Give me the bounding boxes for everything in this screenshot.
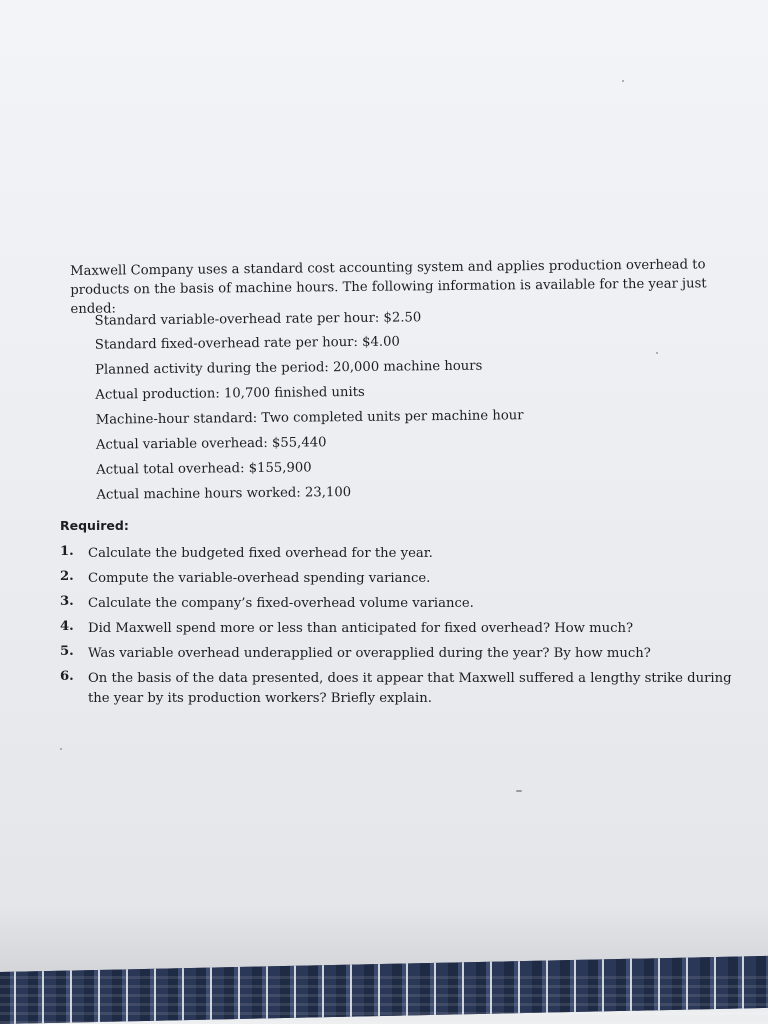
item-text: Calculate the budgeted fixed overhead for the year. — [88, 546, 433, 561]
paper-speck — [516, 790, 522, 792]
given-item: Actual variable overhead: $55,440 — [95, 435, 327, 453]
problem-intro: Maxwell Company uses a standard cost accounting system and applies production overhead to products on the basis of machine hours. The following information is available for the year just ended: — [70, 257, 707, 317]
given-item: Planned activity during the period: 20,000 machine hours — [95, 358, 483, 378]
item-number: 5. — [60, 644, 74, 659]
paper-speck — [60, 748, 62, 750]
paper-speck — [622, 80, 624, 82]
given-item: Actual machine hours worked: 23,100 — [96, 485, 352, 503]
paper-speck — [656, 352, 658, 354]
item-number: 1. — [60, 544, 74, 559]
item-number: 4. — [60, 619, 74, 634]
item-text: Did Maxwell spend more or less than anticipated for fixed overhead? How much? — [88, 621, 634, 636]
item-number: 3. — [60, 594, 74, 609]
item-text: Compute the variable-overhead spending variance. — [88, 571, 431, 586]
item-number: 6. — [60, 669, 74, 684]
fabric-texture — [0, 972, 768, 1024]
required-heading: Required: — [60, 518, 129, 533]
given-item: Standard fixed-overhead rate per hour: $4.00 — [94, 334, 400, 353]
given-item: Machine-hour standard: Two completed units per machine hour — [95, 408, 524, 428]
item-text: On the basis of the data presented, does it appear that Maxwell suffered a lengthy strike during the year by its production workers? Briefly explain. — [88, 671, 732, 706]
item-number: 2. — [60, 569, 74, 584]
given-item: Standard variable-overhead rate per hour: $2.50 — [94, 310, 422, 329]
given-item: Actual production: 10,700 finished units — [95, 384, 365, 403]
item-text: Calculate the company’s fixed-overhead volume variance. — [88, 596, 474, 611]
item-text: Was variable overhead underapplied or overapplied during the year? By how much? — [88, 646, 651, 661]
given-item: Actual total overhead: $155,900 — [96, 460, 312, 478]
